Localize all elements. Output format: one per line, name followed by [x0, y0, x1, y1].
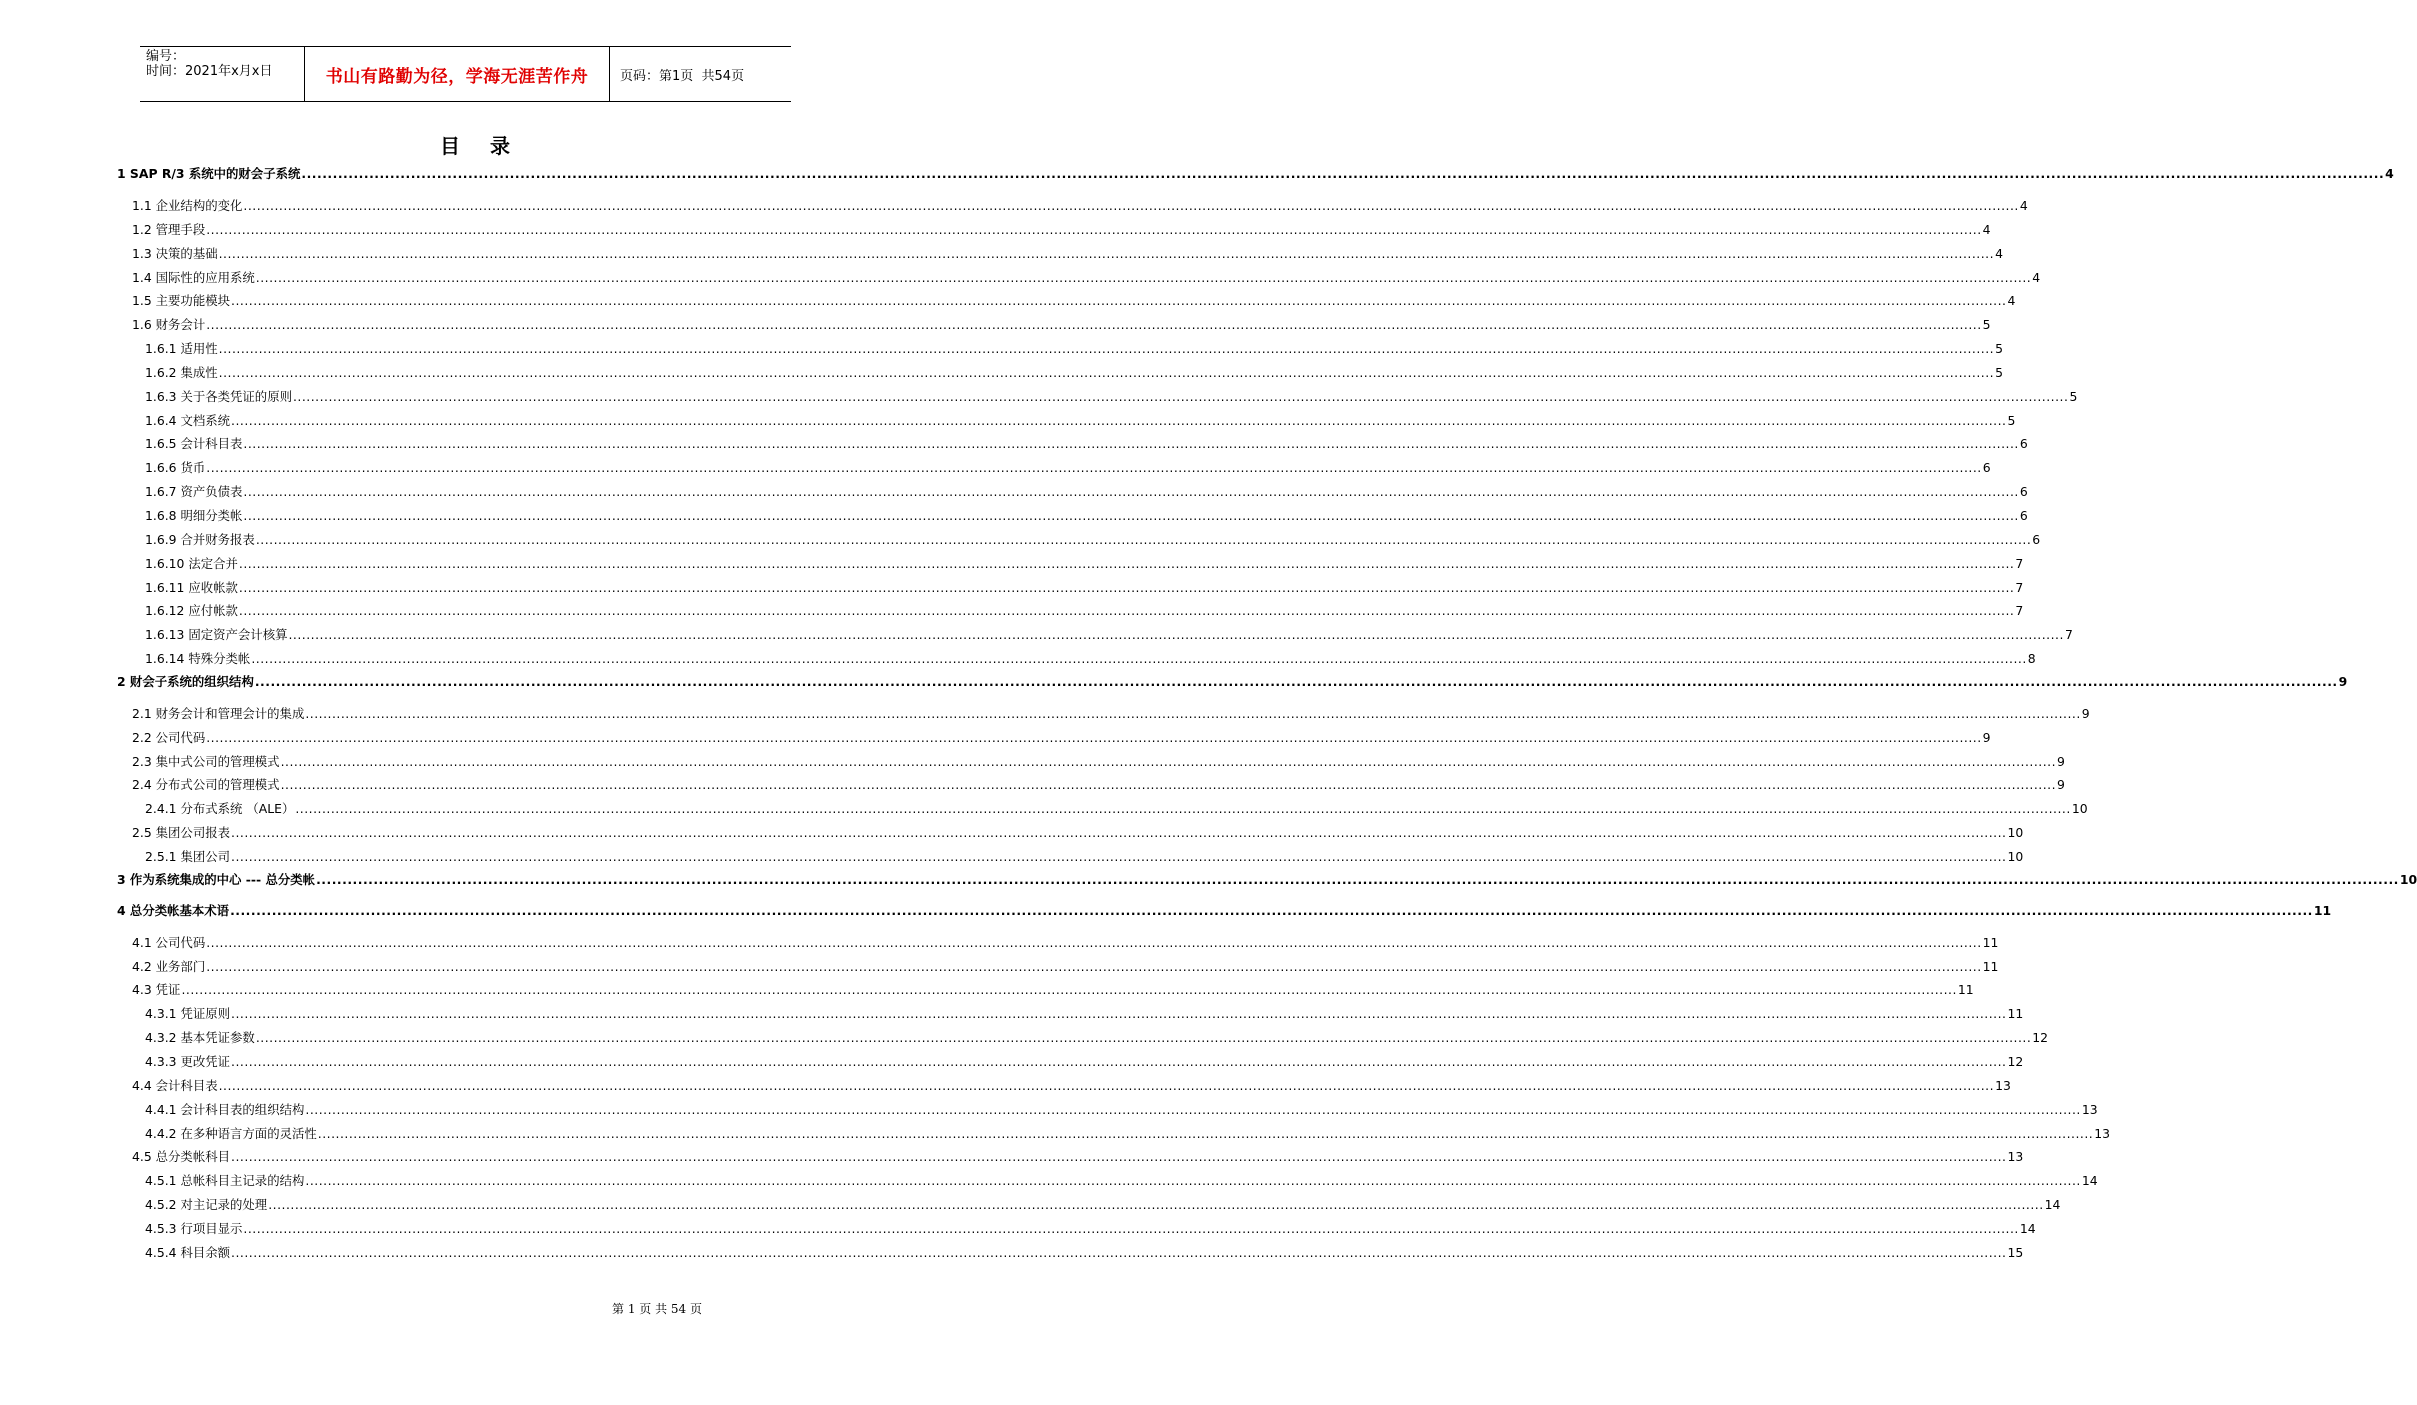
toc-entry[interactable] [117, 978, 1974, 1002]
toc-entry-page: 5 [2007, 412, 2016, 428]
toc-entry[interactable] [117, 528, 2041, 552]
toc-entry-text: 4.4 会计科目表 [132, 1077, 218, 1093]
toc-entry-text: 4.3.1 凭证原则 [145, 1006, 231, 1022]
toc-entry-page: 9 [2057, 753, 2065, 769]
toc-entry-text: 4.5.2 对主记录的处理 [145, 1197, 268, 1213]
toc-dot-leader: ................................................................................................................................................................................................................................................................................................................................................................................................................ [218, 1077, 1995, 1093]
toc-entry-text: 1.6.12 应付帐款 [145, 603, 238, 619]
toc-entry-page: 6 [2019, 484, 2028, 500]
toc-entry[interactable] [117, 726, 1991, 750]
toc-entry-page: 4 [2385, 166, 2394, 181]
toc-entry-page: 7 [2015, 555, 2024, 571]
toc-entry[interactable] [117, 289, 2016, 313]
toc-dot-leader: ................................................................................................................................................................................................................................................................................................................................................................................................................ [305, 705, 2081, 721]
toc-dot-leader: ................................................................................................................................................................................................................................................................................................................................................................................................................ [254, 673, 2338, 689]
toc-entry-page: 13 [2007, 1149, 2024, 1165]
toc-entry-page: 10 [2007, 825, 2024, 841]
toc-dot-leader: ................................................................................................................................................................................................................................................................................................................................................................................................................ [231, 825, 2007, 841]
toc-dot-leader: ................................................................................................................................................................................................................................................................................................................................................................................................................ [238, 579, 2015, 595]
toc-dot-leader: ................................................................................................................................................................................................................................................................................................................................................................................................................ [238, 555, 2015, 571]
toc-entry-text: 2.3 集中式公司的管理模式 [132, 753, 280, 769]
toc-dot-leader: ................................................................................................................................................................................................................................................................................................................................................................................................................ [255, 531, 2032, 547]
toc-dot-leader: ................................................................................................................................................................................................................................................................................................................................................................................................................ [243, 1220, 2019, 1236]
toc-dot-leader: ................................................................................................................................................................................................................................................................................................................................................................................................................ [206, 317, 1982, 333]
toc-entry-text: 1.6.10 法定合并 [145, 555, 238, 571]
toc-dot-leader: ................................................................................................................................................................................................................................................................................................................................................................................................................ [231, 1054, 2007, 1069]
toc-entry-text: 1.6.5 会计科目表 [145, 436, 243, 452]
toc-entry[interactable] [117, 480, 2028, 504]
toc-entry-page: 5 [1995, 341, 2003, 357]
toc-dot-leader: ................................................................................................................................................................................................................................................................................................................................................................................................................ [305, 1101, 2081, 1117]
toc-entry-text: 4.5 总分类帐科目 [132, 1149, 230, 1165]
toc-dot-leader: ................................................................................................................................................................................................................................................................................................................................................................................................................ [243, 507, 2019, 523]
toc-dot-leader: ................................................................................................................................................................................................................................................................................................................................................................................................................ [317, 1125, 2094, 1141]
toc-dot-leader: ................................................................................................................................................................................................................................................................................................................................................................................................................ [251, 651, 2027, 667]
toc-entry-page: 4 [2019, 198, 2028, 213]
toc-dot-leader: ................................................................................................................................................................................................................................................................................................................................................................................................................ [230, 902, 2313, 918]
toc-entry[interactable] [117, 647, 2036, 671]
toc-entry-text: 4.5.3 行项目显示 [145, 1220, 243, 1236]
toc-entry[interactable] [117, 671, 2348, 702]
table-of-contents [117, 163, 2417, 1265]
toc-entry-page: 7 [2015, 603, 2024, 619]
toc-entry[interactable] [117, 1098, 2098, 1122]
toc-entry[interactable] [117, 773, 2065, 797]
toc-entry-page: 11 [1957, 982, 1974, 998]
toc-dot-leader: ................................................................................................................................................................................................................................................................................................................................................................................................................ [316, 871, 2399, 887]
toc-entry[interactable] [117, 1241, 2024, 1265]
toc-entry-text: 2.4.1 分布式系统 （ALE） [145, 801, 295, 817]
toc-dot-leader: ................................................................................................................................................................................................................................................................................................................................................................................................................ [288, 627, 2064, 643]
toc-dot-leader: ................................................................................................................................................................................................................................................................................................................................................................................................................ [301, 166, 2385, 181]
toc-entry-text: 1.1 企业结构的变化 [132, 198, 243, 213]
toc-entry-text: 2.4 分布式公司的管理模式 [132, 777, 280, 793]
toc-entry-page: 13 [2094, 1125, 2110, 1141]
toc-dot-leader: ................................................................................................................................................................................................................................................................................................................................................................................................................ [231, 1006, 2007, 1022]
toc-dot-leader: ................................................................................................................................................................................................................................................................................................................................................................................................................ [243, 198, 2019, 213]
toc-dot-leader: ................................................................................................................................................................................................................................................................................................................................................................................................................ [231, 293, 2007, 309]
toc-entry-page: 10 [2399, 871, 2417, 887]
toc-entry-page: 4 [2032, 269, 2041, 285]
toc-entry-page: 6 [2019, 507, 2028, 523]
page-header [140, 46, 791, 102]
toc-dot-leader: ................................................................................................................................................................................................................................................................................................................................................................................................................ [206, 221, 1982, 237]
toc-dot-leader: ................................................................................................................................................................................................................................................................................................................................................................................................................ [280, 753, 2057, 769]
toc-entry-page: 14 [2019, 1220, 2036, 1236]
toc-entry-text: 4.2 业务部门 [132, 958, 206, 974]
toc-entry-text: 1.6.1 适用性 [145, 341, 218, 357]
toc-entry[interactable] [117, 313, 1991, 337]
toc-entry[interactable] [117, 385, 2078, 409]
toc-dot-leader: ................................................................................................................................................................................................................................................................................................................................................................................................................ [243, 436, 2019, 452]
toc-entry-text: 1.6 财务会计 [132, 317, 206, 333]
toc-dot-leader: ................................................................................................................................................................................................................................................................................................................................................................................................................ [206, 958, 1982, 974]
toc-entry-text: 1.2 管理手段 [132, 221, 206, 237]
toc-entry[interactable] [117, 266, 2041, 290]
toc-dot-leader: ................................................................................................................................................................................................................................................................................................................................................................................................................ [238, 603, 2015, 619]
toc-entry-page: 14 [2044, 1197, 2061, 1213]
toc-entry-text: 3 作为系统集成的中心 --- 总分类帐 [117, 871, 316, 887]
toc-entry-page: 13 [2081, 1101, 2098, 1117]
toc-entry[interactable] [117, 900, 2332, 931]
toc-entry[interactable] [117, 337, 2003, 361]
toc-entry-page: 12 [2007, 1054, 2024, 1069]
toc-entry-text: 4.3 凭证 [132, 982, 181, 998]
toc-entry[interactable] [117, 361, 2003, 385]
toc-entry[interactable] [117, 1169, 2098, 1193]
toc-entry[interactable] [117, 797, 2088, 821]
header-time: 时间：2021年x月x日 [146, 64, 273, 79]
toc-entry[interactable] [117, 599, 2024, 623]
toc-entry-page: 10 [2071, 801, 2088, 817]
toc-entry-page: 9 [2081, 705, 2090, 721]
toc-dot-leader: ................................................................................................................................................................................................................................................................................................................................................................................................................ [231, 1149, 2007, 1165]
toc-dot-leader: ................................................................................................................................................................................................................................................................................................................................................................................................................ [231, 1244, 2007, 1260]
toc-dot-leader: ................................................................................................................................................................................................................................................................................................................................................................................................................ [218, 245, 1995, 261]
toc-entry-text: 1.5 主要功能模块 [132, 293, 230, 309]
toc-entry-page: 14 [2081, 1173, 2098, 1189]
toc-entry[interactable] [117, 576, 2024, 600]
toc-dot-leader: ................................................................................................................................................................................................................................................................................................................................................................................................................ [231, 848, 2007, 864]
toc-dot-leader: ................................................................................................................................................................................................................................................................................................................................................................................................................ [206, 729, 1982, 745]
header-meta [140, 47, 305, 101]
toc-entry-text: 1.6.11 应收帐款 [145, 579, 238, 595]
toc-entry-text: 4.1 公司代码 [132, 934, 206, 950]
toc-entry[interactable] [117, 432, 2028, 456]
toc-entry[interactable] [117, 552, 2024, 576]
toc-entry[interactable] [117, 750, 2065, 774]
toc-entry-page: 6 [2019, 436, 2028, 452]
toc-entry[interactable] [117, 821, 2024, 845]
toc-entry[interactable] [117, 1145, 2024, 1169]
toc-entry-text: 1.6.6 货币 [145, 460, 206, 476]
toc-entry-page: 15 [2007, 1244, 2024, 1260]
toc-entry[interactable] [117, 1026, 2049, 1050]
toc-entry-text: 2.5 集团公司报表 [132, 825, 230, 841]
toc-entry-text: 2.1 财务会计和管理会计的集成 [132, 705, 305, 721]
toc-entry-page: 13 [1995, 1077, 2011, 1093]
toc-entry-page: 6 [1982, 460, 1991, 476]
toc-entry-page: 9 [1982, 729, 1991, 745]
toc-entry-page: 9 [2057, 777, 2065, 793]
toc-entry-page: 11 [2007, 1006, 2024, 1022]
toc-dot-leader: ................................................................................................................................................................................................................................................................................................................................................................................................................ [218, 364, 1995, 380]
toc-entry-page: 5 [1995, 364, 2003, 380]
toc-entry-text: 1.6.8 明细分类帐 [145, 507, 243, 523]
toc-dot-leader: ................................................................................................................................................................................................................................................................................................................................................................................................................ [280, 777, 2057, 793]
header-page: 页码：第1页 共54页 [620, 68, 745, 84]
toc-entry-text: 1.4 国际性的应用系统 [132, 269, 255, 285]
toc-entry[interactable] [117, 1193, 2061, 1217]
toc-dot-leader: ................................................................................................................................................................................................................................................................................................................................................................................................................ [268, 1197, 2044, 1213]
toc-entry[interactable] [117, 409, 2016, 433]
toc-entry-page: 8 [2027, 651, 2036, 667]
toc-entry-page: 5 [2069, 388, 2078, 404]
toc-dot-leader: ................................................................................................................................................................................................................................................................................................................................................................................................................ [206, 934, 1982, 950]
toc-entry-text: 1 SAP R/3 系统中的财会子系统 [117, 166, 301, 181]
toc-entry[interactable] [117, 194, 2028, 218]
toc-entry[interactable] [117, 242, 2003, 266]
toc-dot-leader: ................................................................................................................................................................................................................................................................................................................................................................................................................ [292, 388, 2069, 404]
toc-entry-text: 4.5.4 科目余额 [145, 1244, 231, 1260]
toc-entry[interactable] [117, 504, 2028, 528]
toc-entry-text: 1.6.3 关于各类凭证的原则 [145, 388, 292, 404]
toc-entry[interactable] [117, 1074, 2011, 1098]
toc-entry-text: 2 财会子系统的组织结构 [117, 673, 254, 689]
toc-entry-page: 4 [1982, 221, 1991, 237]
toc-entry[interactable] [117, 869, 2417, 900]
toc-entry[interactable] [117, 1217, 2036, 1241]
toc-entry-page: 6 [2032, 531, 2041, 547]
toc-entry[interactable] [117, 955, 1999, 979]
toc-entry[interactable] [117, 931, 1999, 955]
page-footer: 第 1 页 共 54 页 [612, 1302, 702, 1316]
toc-entry-text: 4 总分类帐基本术语 [117, 902, 230, 918]
toc-dot-leader: ................................................................................................................................................................................................................................................................................................................................................................................................................ [206, 460, 1982, 476]
toc-entry-page: 11 [1982, 958, 1999, 974]
toc-entry-text: 1.6.2 集成性 [145, 364, 218, 380]
toc-entry-page: 9 [2338, 673, 2348, 689]
toc-entry[interactable] [117, 1002, 2024, 1026]
toc-entry[interactable] [117, 845, 2024, 869]
toc-entry-text: 1.6.13 固定资产会计核算 [145, 627, 288, 643]
header-motto: 书山有路勤为径，学海无涯苦作舟 [305, 47, 610, 101]
toc-entry-text: 4.3.2 基本凭证参数 [145, 1030, 255, 1046]
toc-entry-text: 1.6.9 合并财务报表 [145, 531, 255, 547]
toc-entry-page: 12 [2032, 1030, 2049, 1046]
toc-dot-leader: ................................................................................................................................................................................................................................................................................................................................................................................................................ [305, 1173, 2081, 1189]
toc-entry[interactable] [117, 623, 2073, 647]
toc-entry-text: 4.4.2 在多种语言方面的灵活性 [145, 1125, 317, 1141]
toc-entry[interactable] [117, 1050, 2024, 1074]
toc-dot-leader: ................................................................................................................................................................................................................................................................................................................................................................................................................ [181, 982, 1957, 998]
toc-entry-text: 1.6.7 资产负债表 [145, 484, 243, 500]
toc-entry-page: 4 [2007, 293, 2016, 309]
toc-entry-page: 4 [1995, 245, 2003, 261]
toc-dot-leader: ................................................................................................................................................................................................................................................................................................................................................................................................................ [255, 1030, 2032, 1046]
toc-entry[interactable] [117, 163, 2394, 194]
toc-entry-text: 1.6.14 特殊分类帐 [145, 651, 251, 667]
header-number: 编号： [146, 49, 186, 64]
toc-entry-page: 11 [2313, 902, 2332, 918]
toc-entry-text: 4.4.1 会计科目表的组织结构 [145, 1101, 305, 1117]
toc-entry[interactable] [117, 702, 2090, 726]
toc-entry-page: 10 [2007, 848, 2024, 864]
toc-dot-leader: ................................................................................................................................................................................................................................................................................................................................................................................................................ [255, 269, 2032, 285]
toc-dot-leader: ................................................................................................................................................................................................................................................................................................................................................................................................................ [295, 801, 2071, 817]
toc-entry-text: 4.5.1 总帐科目主记录的结构 [145, 1173, 305, 1189]
toc-entry-page: 5 [1982, 317, 1991, 333]
toc-entry-page: 7 [2064, 627, 2073, 643]
toc-title: 目录 [440, 134, 540, 158]
toc-dot-leader: ................................................................................................................................................................................................................................................................................................................................................................................................................ [218, 341, 1995, 357]
toc-entry-text: 2.5.1 集团公司 [145, 848, 231, 864]
toc-entry-text: 2.2 公司代码 [132, 729, 206, 745]
toc-entry-page: 11 [1982, 934, 1999, 950]
toc-entry-text: 1.3 决策的基础 [132, 245, 218, 261]
toc-entry[interactable] [117, 218, 1991, 242]
toc-entry[interactable] [117, 456, 1991, 480]
toc-entry-text: 1.6.4 文档系统 [145, 412, 231, 428]
toc-dot-leader: ................................................................................................................................................................................................................................................................................................................................................................................................................ [243, 484, 2019, 500]
toc-entry-text: 4.3.3 更改凭证 [145, 1054, 231, 1069]
toc-dot-leader: ................................................................................................................................................................................................................................................................................................................................................................................................................ [231, 412, 2007, 428]
toc-entry[interactable] [117, 1122, 2110, 1146]
toc-entry-page: 7 [2015, 579, 2024, 595]
